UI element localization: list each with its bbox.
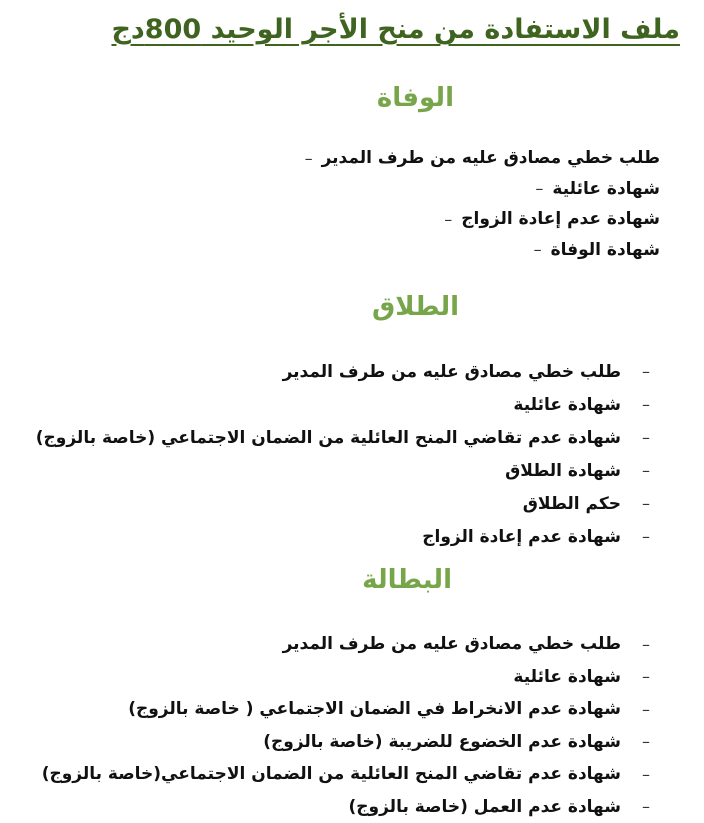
- list-item: [42, 726, 659, 759]
- divorce-requirements-list: [36, 355, 659, 553]
- dash-bullet-icon: –: [633, 667, 659, 686]
- section-heading-divorce: الطلاق: [372, 292, 459, 322]
- list-item-text: حكم الطلاق: [523, 494, 633, 514]
- list-item: [36, 520, 659, 553]
- list-item-text: شهادة عدم العمل (خاصة بالزوج): [349, 797, 633, 817]
- list-item: [42, 661, 659, 694]
- list-item-text: شهادة عدم إعادة الزواج: [461, 209, 670, 229]
- section-heading-death: الوفاة: [377, 83, 454, 113]
- dash-bullet-icon: –: [526, 179, 552, 198]
- death-requirements-list: [296, 143, 670, 265]
- dash-bullet-icon: –: [633, 765, 659, 784]
- list-item-text: شهادة عدم تقاضي المنح العائلية من الضمان الاجتماعي (خاصة بالزوج): [36, 428, 633, 448]
- list-item: [36, 487, 659, 520]
- dash-bullet-icon: –: [633, 797, 659, 816]
- dash-bullet-icon: –: [633, 635, 659, 654]
- dash-bullet-icon: –: [633, 732, 659, 751]
- list-item: [42, 628, 659, 661]
- list-item: [296, 174, 670, 205]
- list-item: [296, 235, 670, 266]
- list-item: [42, 791, 659, 823]
- section-heading-unemployment: البطالة: [362, 565, 452, 595]
- list-item: [296, 204, 670, 235]
- list-item-text: شهادة عائلية: [552, 179, 670, 199]
- list-item: [36, 421, 659, 454]
- dash-bullet-icon: –: [633, 362, 659, 381]
- list-item-text: طلب خطي مصادق عليه من طرف المدير: [283, 634, 633, 654]
- list-item: [296, 143, 670, 174]
- list-item: [36, 355, 659, 388]
- list-item-text: شهادة عدم تقاضي المنح العائلية من الضمان الاجتماعي(خاصة بالزوج): [42, 764, 633, 784]
- page-title: ملف الاستفادة من منح الأجر الوحيد 800دج: [111, 14, 680, 45]
- dash-bullet-icon: –: [633, 395, 659, 414]
- list-item-text: شهادة عدم الخضوع للضريبة (خاصة بالزوج): [263, 732, 633, 752]
- list-item-text: شهادة عائلية: [513, 667, 633, 687]
- unemployment-requirements-list: [42, 628, 659, 823]
- dash-bullet-icon: –: [633, 461, 659, 480]
- list-item-text: شهادة الوفاة: [551, 240, 670, 260]
- list-item: [36, 388, 659, 421]
- dash-bullet-icon: –: [633, 428, 659, 447]
- list-item-text: شهادة عائلية: [513, 395, 633, 415]
- dash-bullet-icon: –: [525, 240, 551, 259]
- list-item-text: شهادة عدم الانخراط في الضمان الاجتماعي ( خاصة بالزوج): [128, 699, 633, 719]
- list-item-text: طلب خطي مصادق عليه من طرف المدير: [283, 362, 633, 382]
- dash-bullet-icon: –: [633, 527, 659, 546]
- list-item: [36, 454, 659, 487]
- dash-bullet-icon: –: [435, 210, 461, 229]
- dash-bullet-icon: –: [296, 149, 322, 168]
- list-item-text: طلب خطي مصادق عليه من طرف المدير: [322, 148, 670, 168]
- list-item: [42, 693, 659, 726]
- list-item-text: شهادة عدم إعادة الزواج: [422, 527, 633, 547]
- dash-bullet-icon: –: [633, 494, 659, 513]
- list-item-text: شهادة الطلاق: [505, 461, 633, 481]
- list-item: [42, 758, 659, 791]
- dash-bullet-icon: –: [633, 700, 659, 719]
